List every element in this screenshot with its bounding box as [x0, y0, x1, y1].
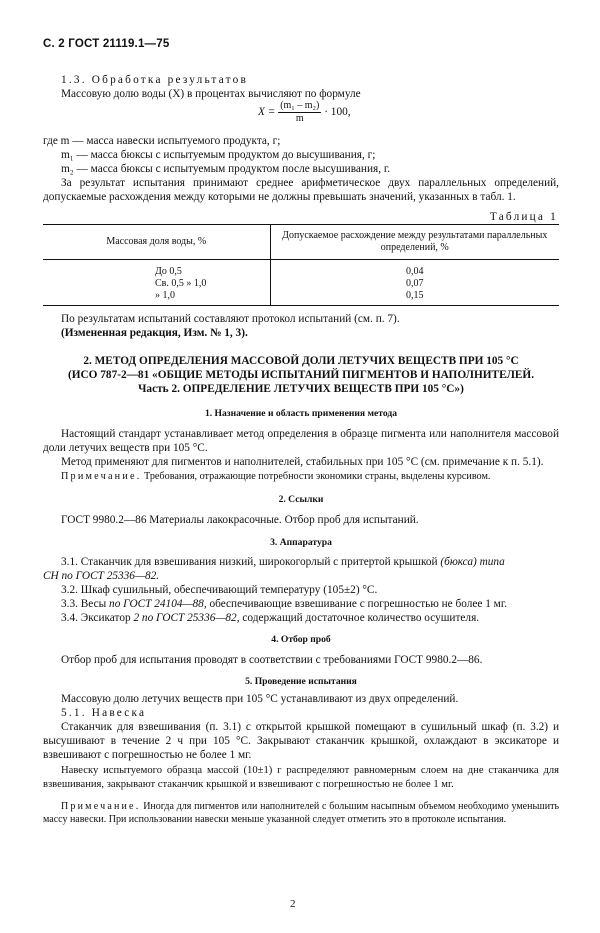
sec3-item-4-text: 3.4. Эксикатор: [61, 612, 131, 624]
sec3-item-3-text: 3.3. Весы: [61, 598, 107, 610]
sec1-paragraph-1: Настоящий стандарт устанавливает метод определения в образце пигмента или наполнителя массовой доли летучих веществ при 105 °С.: [43, 428, 559, 454]
sec3-item-4-tail: содержащий достаточное количество осушителя.: [242, 612, 480, 624]
sec2-paragraph: ГОСТ 9980.2—86 Материалы лакокрасочные. Отбор проб для испытаний.: [61, 514, 419, 526]
sec1-paragraph-2: Метод применяют для пигментов и наполнителей, стабильных при 105 °С (см. примечание к п. 5.1).: [61, 456, 544, 468]
sec3-item-3-tail: обеспечивающие взвешивание с погрешностью не более 1 мг.: [209, 598, 508, 610]
sec1-title: 1. Назначение и область применения метода: [204, 408, 398, 419]
method-title-line-1: 2. МЕТОД ОПРЕДЕЛЕНИЯ МАССОВОЙ ДОЛИ ЛЕТУЧИХ ВЕЩЕСТВ ПРИ 105 °С: [83, 355, 519, 367]
where-line-2: m₁ — масса бюксы с испытуемым продуктом до высушивания, г;: [61, 149, 376, 161]
formula-lhs: X =: [258, 106, 276, 119]
where-line-1: где m — масса навески испытуемого продукта, г;: [43, 135, 281, 147]
table-row-3-col-1: » 1,0: [43, 290, 270, 306]
sec3-item-1-cont-italic: СН по ГОСТ 25336—82.: [43, 570, 160, 582]
sec5-title: 5. Проведение испытания: [245, 676, 357, 687]
section-1-3-intro: Массовую долю воды (X) в процентах вычисляют по формуле: [61, 88, 361, 100]
water-formula: [258, 100, 351, 125]
sec3-item-3: [61, 597, 507, 611]
sec3-item-4: [61, 611, 479, 625]
table-row-2-col-1: Св. 0,5 » 1,0: [43, 278, 270, 290]
page-number: 2: [290, 898, 296, 910]
sec5-note-label: Примечание.: [61, 801, 141, 812]
sec5-note: [43, 800, 559, 826]
table-header-col-1: Массовая доля воды, %: [43, 225, 270, 260]
sec3-item-1-text: 3.1. Стаканчик для взвешивания низкий, широкогорлый с притертой крышкой: [61, 556, 438, 568]
sec2-title: 2. Ссылки: [278, 494, 324, 505]
sec1-note-text: Требования, отражающие потребности экономики страны, выделены курсивом.: [143, 471, 491, 482]
sec5-note-text: Иногда для пигментов или наполнителей с большим насыпным объемом необходимо уменьшить массу навески. При использовании навески меньше указанной следует отметить это в протоколе испытания.: [43, 801, 560, 825]
formula-fraction: [278, 100, 321, 125]
method-title-line-3: Часть 2. ОПРЕДЕЛЕНИЕ ЛЕТУЧИХ ВЕЩЕСТВ ПРИ 105 °С»): [138, 383, 464, 395]
tolerance-table: [43, 224, 559, 306]
sec5-paragraph-1: Массовую долю летучих веществ при 105 °С устанавливают из двух определений.: [61, 693, 459, 705]
sec5-1-title: 5.1. Навеска: [61, 707, 147, 719]
table-row-2-col-2: 0,07: [406, 278, 424, 289]
formula-rhs: · 100,: [324, 106, 351, 119]
sec3-item-1-italic: (бюкса) типа: [440, 556, 505, 568]
method-title-line-2: (ИСО 787-2—81 «ОБЩИЕ МЕТОДЫ ИСПЫТАНИЙ ПИГМЕНТОВ И НАПОЛНИТЕЛЕЙ.: [67, 369, 535, 381]
sec4-paragraph: Отбор проб для испытания проводят в соответствии с требованиями ГОСТ 9980.2—86.: [61, 654, 483, 666]
table-row-1-col-2: 0,04: [406, 266, 424, 277]
sec1-note-label: Примечание.: [61, 471, 142, 482]
table-caption: Таблица 1: [489, 211, 558, 223]
sec3-item-3-italic: по ГОСТ 24104—88,: [109, 598, 207, 610]
formula-denominator: m: [295, 113, 304, 124]
where-line-3: m₂ — масса бюксы с испытуемым продуктом после высушивания, г.: [61, 163, 391, 175]
sec3-item-1: [61, 555, 505, 569]
table-header-col-2: Допускаемое расхождение между результатами параллельных определений, %: [270, 225, 559, 260]
amendment-note: (Измененная редакция, Изм. № 1, 3).: [61, 327, 248, 339]
protocol-text: По результатам испытаний составляют протокол испытаний (см. п. 7).: [61, 313, 400, 325]
page-header: С. 2 ГОСТ 21119.1—75: [43, 38, 170, 50]
result-paragraph: За результат испытания принимают среднее арифметическое двух параллельных определений, допускаемые расхождения между которыми не должны превышать значений, указанных в табл. 1.: [43, 177, 559, 203]
sec3-item-2: 3.2. Шкаф сушильный, обеспечивающий температуру (105±2) °С.: [61, 584, 378, 596]
section-1-3-title: 1.3. Обработка результатов: [61, 74, 248, 86]
sec5-paragraph-2: Стаканчик для взвешивания (п. 3.1) с открытой крышкой помещают в сушильный шкаф (п. 3.2) и высушивают в течение 2 ч при 105 °С. Закрывают стаканчик крышкой, охлаждают в эксикаторе и взвешивают с погрешностью не более 1 мг.: [43, 721, 559, 761]
sec1-note: [61, 470, 490, 484]
table-row-3-col-2: 0,15: [270, 290, 559, 306]
sec4-title: 4. Отбор проб: [271, 634, 331, 645]
formula-numerator: (m₁ – m₂): [280, 100, 320, 111]
sec3-item-1-continued: [43, 569, 159, 583]
table-row-1-col-1: До 0,5: [43, 260, 270, 279]
sec5-paragraph-3: Навеску испытуемого образца массой (10±1) г распределяют равномерным слоем на дне стаканчика для взвешивания, закрывают стаканчик крышкой и взвешивают с погрешностью не более 1 мг.: [43, 765, 559, 790]
sec3-item-4-italic: 2 по ГОСТ 25336—82,: [133, 612, 240, 624]
sec3-title: 3. Аппаратура: [270, 537, 332, 548]
